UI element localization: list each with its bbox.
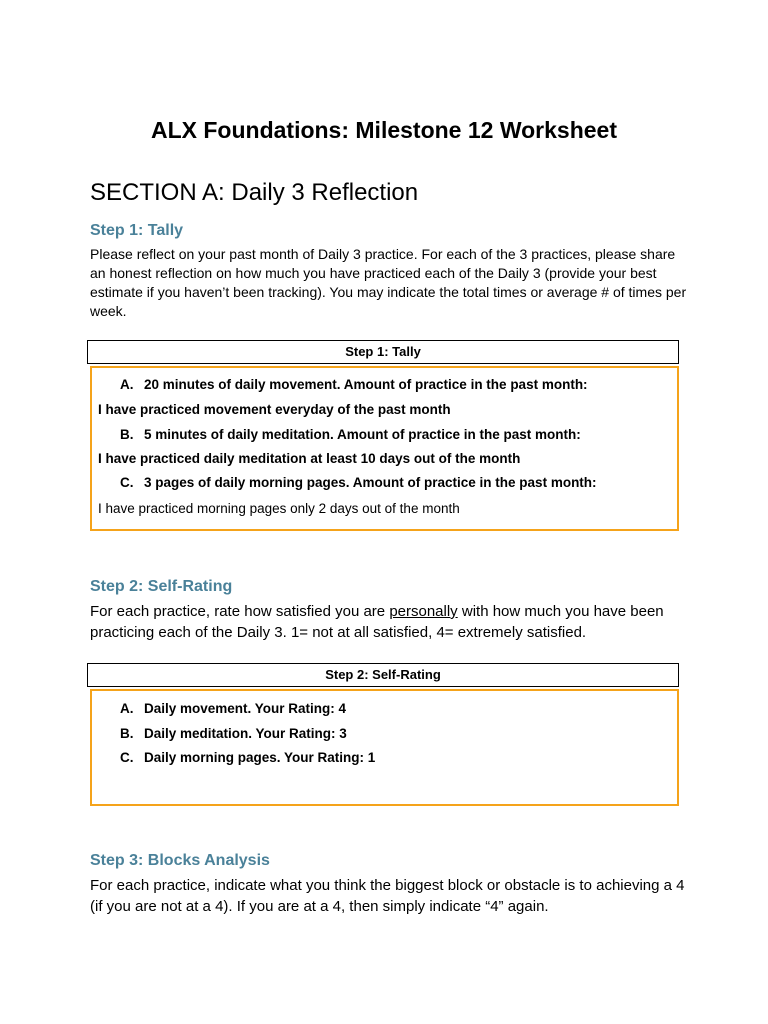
step2-item-b[interactable]: B. Daily meditation. Your Rating: 3 [120,726,347,741]
step1-item-a-answer[interactable]: I have practiced movement everyday of the past month [98,402,451,417]
step2-heading: Step 2: Self-Rating [90,578,233,595]
step2-table-body [90,689,679,806]
step1-item-c-question: C. 3 pages of daily morning pages. Amount of practice in the past month: [120,475,597,490]
step1-item-c-answer[interactable]: I have practiced morning pages only 2 days out of the month [98,501,460,516]
section-a-heading: SECTION A: Daily 3 Reflection [90,179,419,206]
step3-heading: Step 3: Blocks Analysis [90,852,270,869]
step2-item-a[interactable]: A. Daily movement. Your Rating: 4 [120,701,347,716]
step1-item-a-question: A. 20 minutes of daily movement. Amount of practice in the past month: [120,377,588,392]
step2-table-header: Step 2: Self-Rating [87,663,679,687]
step1-table-body [90,366,679,531]
step2-item-c[interactable]: C. Daily morning pages. Your Rating: 1 [120,750,376,765]
step1-heading: Step 1: Tally [90,222,184,239]
page-title: ALX Foundations: Milestone 12 Worksheet [150,117,618,143]
step3-description: For each practice, indicate what you think the biggest block or obstacle is to achieving a 4 (if you are not at a 4). If you are at a 4, then simply indicate “4” again. [90,877,685,915]
step2-description: For each practice, rate how satisfied you are personally with how much you have been practicing each of the Daily 3. 1= not at all satisfied, 4= extremely satisfied. [90,603,664,641]
step1-item-b-question: B. 5 minutes of daily meditation. Amount of practice in the past month: [120,427,581,442]
step1-item-b-answer[interactable]: I have practiced daily meditation at least 10 days out of the month [98,451,521,466]
step1-table-header: Step 1: Tally [87,340,679,364]
step1-description: Please reflect on your past month of Daily 3 practice. For each of the 3 practices, please share an honest reflection on how much you have practiced each of the Daily 3 (provide your best estimate if you haven’t been tracking). You may indicate the total times or average # of times per week. [90,246,687,319]
